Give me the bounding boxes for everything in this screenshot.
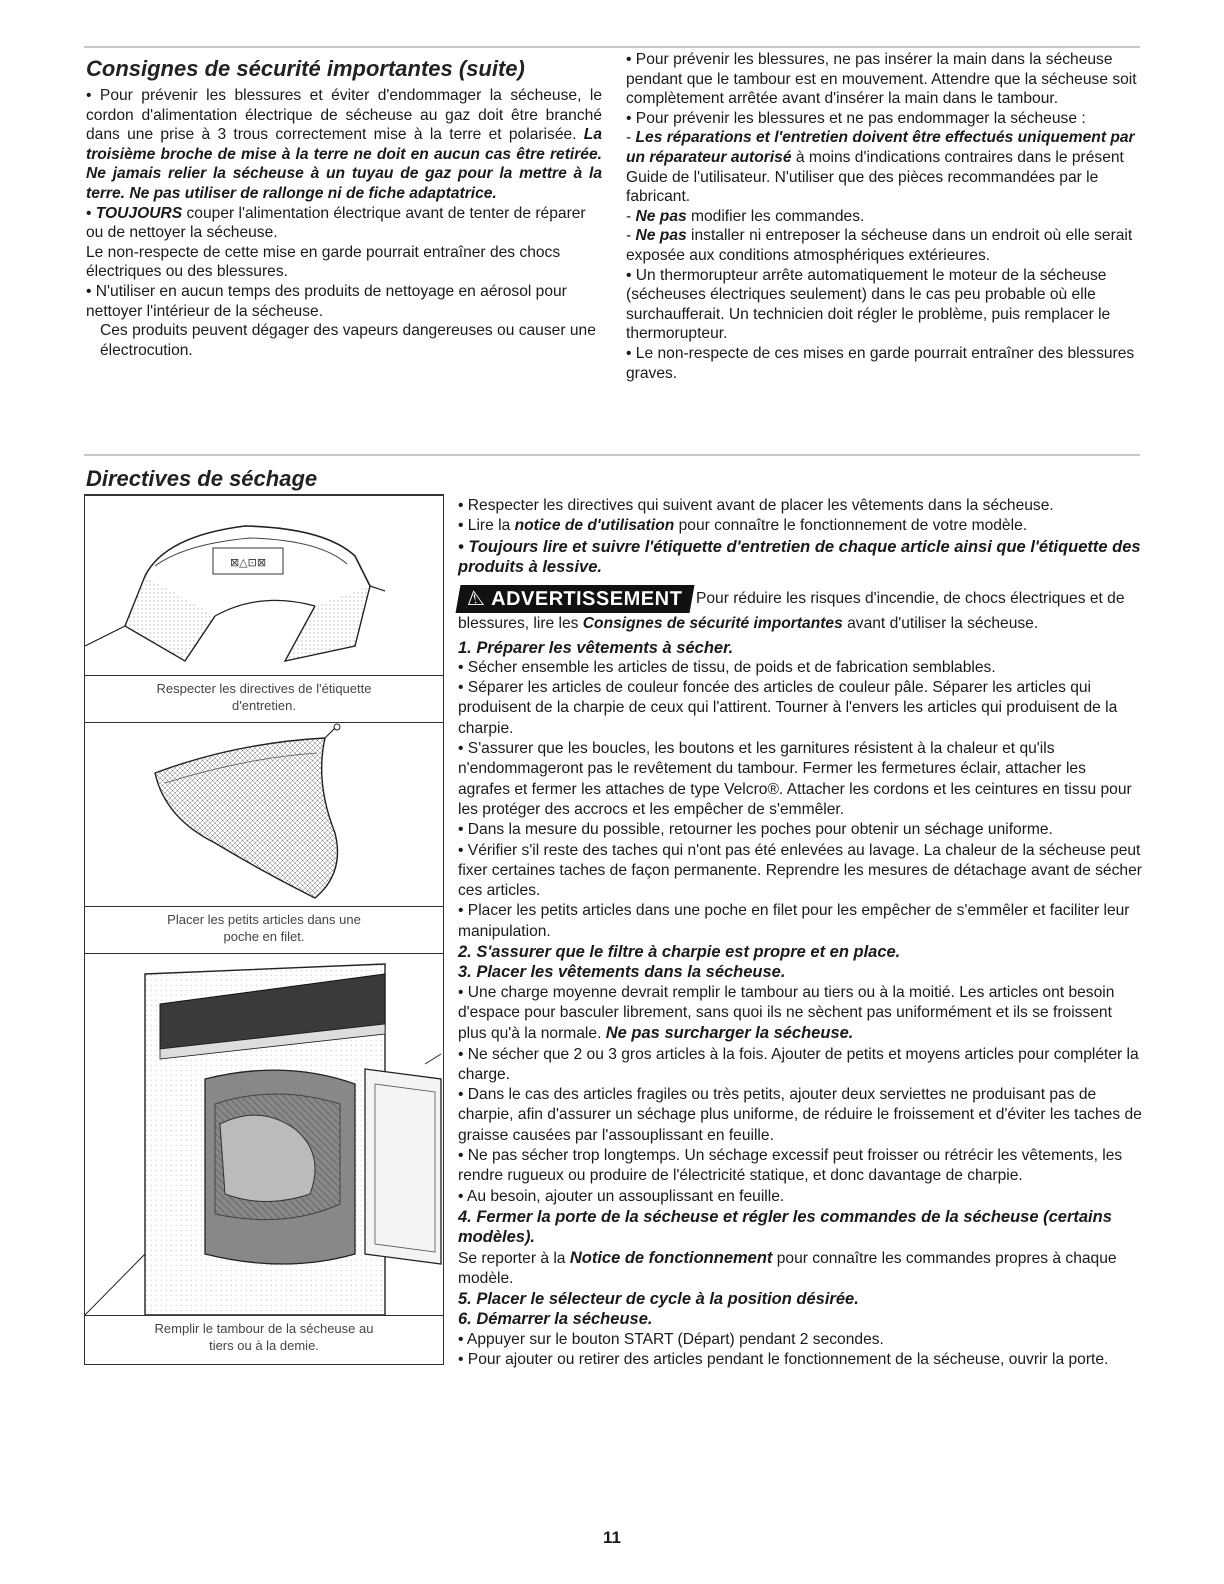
top-rule (84, 46, 1140, 48)
step-1-bullet-6: • Placer les petits articles dans une poche en filet pour les empêcher de s'emmêler et faciliter leur manipulation. (458, 902, 1130, 940)
emphasis: Ne pas (635, 207, 687, 225)
safety-left-column (86, 86, 602, 360)
emphasis: Les réparations et l'entretien doivent être effectués uniquement par un réparateur autorisé (626, 129, 1135, 166)
safety-left-p4: • N'utiliser en aucun temps des produits de nettoyage en aérosol pour nettoyer l'intérieur de la sécheuse. (86, 282, 567, 320)
step-1-bullet-4: • Dans la mesure du possible, retourner les poches pour obtenir un séchage uniforme. (458, 821, 1053, 839)
warning-paragraph (458, 585, 1142, 635)
emphasis: Notice de fonctionnement (569, 1248, 773, 1267)
dash: - (626, 227, 636, 245)
drying-heading: Directives de séchage (86, 466, 318, 491)
safety-left-p1 (86, 86, 602, 204)
section-rule (84, 454, 1140, 456)
text: à moins d'indications contraires dans le présent Guide de l'utilisateur. N'utiliser que des pièces recommandées par le fabricant. (626, 148, 1124, 206)
text: • Lire la (458, 517, 515, 535)
drying-text-column (458, 496, 1142, 1370)
dash: - (626, 207, 636, 225)
step-2: 2. S'assurer que le filtre à charpie est propre et en place. (458, 943, 901, 962)
safety-right-p5 (626, 226, 1142, 265)
step-4: 4. Fermer la porte de la sécheuse et régler les commandes de la sécheuse (certains modèles). (458, 1207, 1112, 1247)
emphasis: Ne pas surcharger la sécheuse. (605, 1024, 854, 1043)
text: Pour réduire les risques d'incendie, de chocs électriques et de blessures, lire les (458, 589, 1125, 632)
intro-2 (458, 516, 1142, 536)
safety-right-p6: • Un thermorupteur arrête automatiquement le moteur de la sécheuse (sécheuses électriques seulement) dans le cas peu probable où elle surchaufferait. Un technicien doit régler le problème, puis remplacer le thermorupteur. (626, 266, 1111, 343)
step-1: 1. Préparer les vêtements à sécher. (458, 638, 734, 657)
safety-heading: Consignes de sécurité importantes (suite) (86, 56, 525, 81)
text: installer ni entreposer la sécheuse dans un endroit où elle serait exposée aux conditions atmosphériques extérieures. (626, 227, 1133, 264)
step-6-bullet-2: • Pour ajouter ou retirer des articles pendant le fonctionnement de la sécheuse, ouvrir la porte. (458, 1350, 1109, 1368)
text: pour connaître le fonctionnement de votre modèle. (674, 517, 1028, 535)
figure-caption-1: Respecter les directives de l'étiquette d'entretien. (84, 675, 444, 723)
step-6: 6. Démarrer la sécheuse. (458, 1310, 653, 1329)
safety-left-p5: Ces produits peuvent dégager des vapeurs dangereuses ou causer une électrocution. (100, 322, 596, 359)
figure-dryer (84, 954, 444, 1315)
step-1-bullet-2: • Séparer les articles de couleur foncée des articles de couleur pâle. Séparer les articles qui produisent de la charpie de ceux qui l'attirent. Tourner à l'envers les articles qui produisent de la charpie. (458, 679, 1118, 737)
warning-triangle-icon: ⚠ (464, 587, 487, 610)
step-3-bullet-3: • Dans le cas des articles fragiles ou très petits, ajouter deux serviettes ne produisant pas de charpie, afin d'assurer un séchage plus uniforme, de réduire le froissement et d'éviter les taches de graisse causées par l'assouplissant en feuille. (458, 1086, 1142, 1144)
safety-right-p7: • Le non-respecte de ces mises en garde pourrait entraîner des blessures graves. (626, 344, 1135, 382)
shirt-collar-illustration (85, 496, 443, 676)
mesh-bag-illustration (85, 723, 443, 906)
figure-shirt-collar (84, 495, 444, 675)
emphasis: Ne pas (635, 227, 687, 245)
step-4-text (458, 1248, 1142, 1290)
intro-3: • Toujours lire et suivre l'étiquette d'entretien de chaque article ainsi que l'étiquette des produits à lessive. (458, 537, 1141, 576)
care-label-symbols: ⊠△⊡⊠ (229, 556, 267, 569)
text: Se reporter à la (458, 1249, 570, 1267)
bullet: • (86, 204, 96, 222)
emphasis: Consignes de sécurité importantes (582, 614, 843, 632)
safety-left-p2 (86, 204, 602, 243)
safety-right-column (626, 50, 1142, 383)
step-1-bullet-5: • Vérifier s'il reste des taches qui n'ont pas été enlevées au lavage. La chaleur de la sécheuse peut fixer certaines taches de façon permanente. Reprendre les mesures de détachage avant de sécher ces articles. (458, 841, 1142, 900)
step-3: 3. Placer les vêtements dans la sécheuse. (458, 963, 786, 982)
step-3-bullet-4: • Ne pas sécher trop longtemps. Un séchage excessif peut froisser ou rétrécir les vêtements, les rendre rugueux ou produire de l'électricité statique, et donc davantage de charpie. (458, 1147, 1123, 1185)
safety-right-p1: • Pour prévenir les blessures, ne pas insérer la main dans la sécheuse pendant que le tambour est en mouvement. Attendre que la sécheuse soit complètement arrêtée avant d'insérer la main dans le tambour. (626, 51, 1137, 108)
step-3-bullet-2: • Ne sécher que 2 ou 3 gros articles à la fois. Ajouter de petits et moyens articles pour compléter la charge. (458, 1045, 1139, 1083)
figure-caption-2: Placer les petits articles dans une poche en filet. (84, 906, 444, 954)
text: pour connaître les commandes propres à chaque modèle. (458, 1249, 1117, 1287)
dryer-illustration (85, 954, 443, 1315)
step-1-bullet-1: • Sécher ensemble les articles de tissu, de poids et de fabrication semblables. (458, 658, 996, 676)
step-3-bullet-5: • Au besoin, ajouter un assouplissant en feuille. (458, 1187, 785, 1205)
text: couper l'alimentation électrique avant de tenter de réparer ou de nettoyer la sécheuse. (86, 204, 586, 242)
step-3-bullet-1 (458, 983, 1142, 1045)
text: • Une charge moyenne devrait remplir le tambour au tiers ou à la moitié. Les articles ont besoin d'espace pour basculer librement, sans quoi ils ne sèchent pas uniformément et ils se froissent plus qu'à la normale. (458, 983, 1115, 1043)
safety-left-p3: Le non-respecte de cette mise en garde pourrait entraîner des chocs électriques ou des blessures. (86, 243, 561, 281)
figure-caption-3: Remplir le tambour de la sécheuse au tiers ou à la demie. (84, 1315, 444, 1365)
step-6-bullet-1: • Appuyer sur le bouton START (Départ) pendant 2 secondes. (458, 1330, 884, 1348)
figure-mesh-bag (84, 723, 444, 906)
step-5: 5. Placer le sélecteur de cycle à la position désirée. (458, 1290, 859, 1309)
emphasis: notice de d'utilisation (514, 517, 675, 535)
step-1-bullet-3: • S'assurer que les boucles, les boutons et les garnitures résistent à la chaleur et qu'ils n'endommageront pas le revêtement du tambour. Fermer les fermetures éclair, attacher les agrafes et fermer les attaches de type Velcro®. Attacher les cordons et les ceintures en tissu pour les protéger des accrocs et les empêcher de s'emmêler. (458, 740, 1132, 818)
page-number: 11 (603, 1528, 621, 1547)
warning-label: ADVERTISSEMENT (488, 587, 684, 610)
intro-1: • Respecter les directives qui suivent avant de placer les vêtements dans la sécheuse. (458, 497, 1054, 514)
emphasis: TOUJOURS (95, 204, 183, 222)
safety-right-p4 (626, 207, 1142, 227)
text: modifier les commandes. (686, 207, 865, 225)
safety-right-p3 (626, 128, 1142, 206)
text: avant d'utiliser la sécheuse. (842, 614, 1039, 632)
warning-badge (456, 585, 695, 613)
text: • Pour prévenir les blessures et éviter d'endommager la sécheuse, le cordon d'alimentation électrique de sécheuse au gaz doit être branché dans une prise à 3 trous correctement mise à la terre et polarisée. (86, 87, 602, 144)
safety-right-p2: • Pour prévenir les blessures et ne pas endommager la sécheuse : (626, 109, 1086, 127)
dash: - (626, 129, 636, 147)
emphasis: La troisième broche de mise à la terre ne doit en aucun cas être retirée. Ne jamais relier la sécheuse à un tuyau de gaz pour la mettre à la terre. Ne pas utiliser de rallonge ni de fiche adaptatrice. (86, 126, 602, 202)
